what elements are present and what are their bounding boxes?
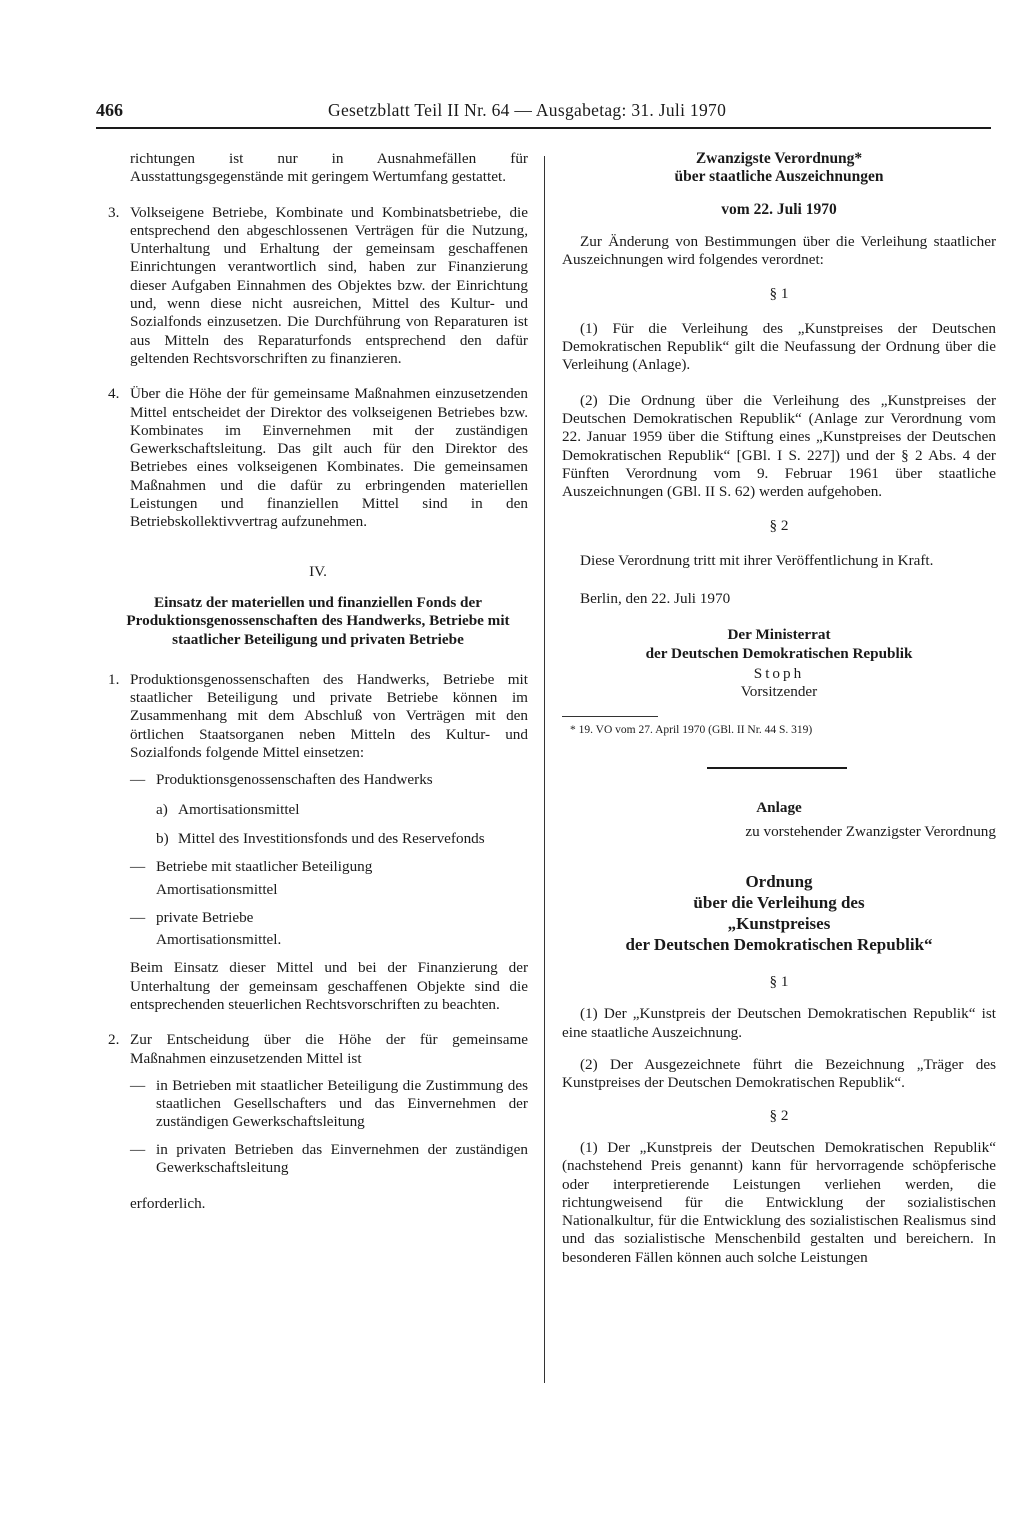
- signatory-title: Vorsitzender: [740, 683, 818, 701]
- footnote: * 19. VO vom 27. April 1970 (GBl. II Nr. 44 S. 319): [570, 723, 813, 736]
- paragraph: (1) Der „Kunstpreis der Deutschen Demokratischen Republik“ ist eine staatliche Auszeichnung.: [562, 1005, 996, 1041]
- paragraph: (2) Der Ausgezeichnete führt die Bezeichnung „Träger des Kunstpreises der Deutschen Demokratischen Republik“.: [562, 1056, 996, 1092]
- dash-text: in Betrieben mit staatlicher Beteiligung die Zustimmung des staatlichen Gesellschafters und das Einvernehmen der zuständigen Gewerkschaftsleitung: [156, 1076, 528, 1131]
- point-1: [108, 671, 528, 1014]
- dash-text: Amortisationsmittel.: [156, 931, 282, 949]
- item-text: Zur Entscheidung über die Höhe der für gemeinsame Maßnahmen einzusetzenden Mittel ist: [130, 1031, 528, 1067]
- sub-item-letter: a): [156, 800, 168, 818]
- dash-item: [130, 909, 528, 950]
- signatory-body: Der Ministerrat: [727, 626, 831, 644]
- section-sign: § 2: [769, 1106, 789, 1124]
- regulation-title-line: der Deutschen Demokratischen Republik“: [625, 935, 933, 955]
- left-column: [108, 150, 528, 1214]
- regulation-title-line: Ordnung: [745, 872, 813, 892]
- item-text: Über die Höhe der für gemeinsame Maßnahmen einzusetzenden Mittel entscheidet der Direktor des volkseigenen Betriebes bzw. Kombinates im Einvernehmen mit der zuständigen Gewerkschaftsleitung. Das gilt auch für den Direktor des Betriebes eines volkseigenen Kombinates. Die gemeinsamen Maßnahmen und die dafür zu erbringenden materiellen Leistungen und finanziellen Mittel sind in den Betriebskollektivvertrag aufzunehmen.: [130, 385, 528, 531]
- dash-item: [130, 858, 528, 899]
- section-roman-numeral: IV.: [309, 562, 327, 580]
- closing-word: erforderlich.: [130, 1195, 206, 1213]
- footnote-rule: [562, 716, 658, 717]
- item-number: 1.: [108, 670, 120, 688]
- dash-marker: —: [130, 771, 146, 789]
- place-date: Berlin, den 22. Juli 1970: [580, 590, 731, 608]
- page-number: 466: [96, 100, 123, 120]
- sub-item-text: Amortisationsmittel: [178, 800, 300, 818]
- paragraph: Diese Verordnung tritt mit ihrer Veröffentlichung in Kraft.: [580, 551, 934, 569]
- header-rule: [96, 127, 991, 129]
- paragraph: (1) Der „Kunstpreis der Deutschen Demokratischen Republik“ (nachstehend Preis genannt) kann für hervorragende schöpferische oder interpretierende Leistungen verliehen werden, die richtungweisend für die Entwicklung der sozialistischen Nationalkultur, für die Entwicklung des sozialistischen Realismus sind und das sozialistische Menschenbild gestalten und bereichern. In besonderen Fällen können auch solche Leistungen: [562, 1138, 996, 1266]
- sub-item-b: [156, 830, 528, 848]
- dash-text: private Betriebe: [156, 908, 254, 926]
- dash-marker: —: [130, 908, 146, 926]
- dash-marker: —: [130, 1140, 146, 1158]
- decree-title: über staatliche Auszeichnungen: [674, 168, 884, 186]
- item-text: Volkseigene Betriebe, Kombinate und Kombinatsbetriebe, die entsprechend den abgeschlossenen Verträgen für die Nutzung, Unterhaltung und Erhaltung der gemeinsam geschaffenen Einrichtungen verantwortlich sind, haben zur Finanzierung dieser Aufgaben Einnahmen des Objektes bzw. der Einrichtung und, wenn diese nicht ausreichen, Mittel des Kultur- und Sozialfonds einzusetzen. Die Durchführung von Reparaturen ist aus Mitteln des Reparaturfonds entsprechend den dafür geltenden Rechtsvorschriften zu finanzieren.: [130, 203, 528, 367]
- dash-item: [130, 1077, 528, 1132]
- section-heading: Einsatz der materiellen und finanziellen Fonds der Produktionsgenossenschaften des Handwerks, Betriebe mit staatlicher Beteiligung und privaten Betriebe: [126, 593, 510, 648]
- right-column: [562, 150, 996, 1267]
- dash-item: [130, 771, 528, 789]
- point-2: [108, 1031, 528, 1213]
- sub-item-letter: b): [156, 829, 169, 847]
- dash-marker: —: [130, 1076, 146, 1094]
- section-sign: § 1: [769, 285, 789, 303]
- dash-marker: —: [130, 858, 146, 876]
- sub-item-text: Mittel des Investitionsfonds und des Reservefonds: [178, 829, 485, 847]
- item-3: [108, 204, 528, 369]
- page-header: [96, 100, 991, 126]
- item-number: 2.: [108, 1031, 120, 1049]
- section-separator: [707, 767, 847, 769]
- running-title: Gesetzblatt Teil II Nr. 64 — Ausgabetag: 31. Juli 1970: [328, 100, 727, 120]
- dash-text: in privaten Betrieben das Einvernehmen der zuständigen Gewerkschaftsleitung: [156, 1140, 528, 1177]
- signatory-name: Stoph: [753, 664, 805, 682]
- decree-title: Zwanzigste Verordnung*: [695, 150, 863, 167]
- continued-paragraph: richtungen ist nur in Ausnahmefällen für Ausstattungsgegenstände mit geringem Wertumfang gestattet.: [130, 150, 528, 186]
- dash-text: Produktionsgenossenschaften des Handwerks: [156, 771, 433, 789]
- item-text: Produktionsgenossenschaften des Handwerks, Betriebe mit staatlicher Beteiligung und private Betriebe können im Zusammenhang mit dem Abschluß von Verträgen mit den örtlichen Staatsorganen neben Mitteln des Kultur- und Sozialfonds folgende Mittel einsetzen:: [130, 670, 528, 762]
- decree-intro: Zur Änderung von Bestimmungen über die Verleihung staatlicher Auszeichnungen wird folgendes verordnet:: [562, 232, 996, 269]
- section-sign: § 1: [769, 973, 789, 991]
- paragraph: (2) Die Ordnung über die Verleihung des „Kunstpreises der Deutschen Demokratischen Republik“ (Anlage zur Verordnung vom 22. Januar 1959 über die Stiftung eines „Kunstpreises der Deutschen Demokratischen Republik“ [GBl. I S. 227]) und der § 2 Abs. 4 der Fünften Verordnung vom 9. Februar 1961 über staatliche Auszeichnungen (GBl. II S. 62) werden aufgehoben.: [562, 391, 996, 501]
- regulation-title-line: über die Verleihung des: [693, 893, 865, 913]
- sub-item-a: [156, 801, 528, 819]
- column-divider: [544, 156, 545, 1383]
- dash-item: [130, 1141, 528, 1178]
- item-4: [108, 385, 528, 531]
- paragraph: Beim Einsatz dieser Mittel und bei der Finanzierung der Unterhaltung der gemeinsam geschaffenen Objekte sind die entsprechenden steuerlichen Rechtsvorschriften zu beachten.: [130, 959, 528, 1013]
- dash-text: Betriebe mit staatlicher Beteiligung: [156, 858, 373, 876]
- decree-date: vom 22. Juli 1970: [721, 200, 837, 218]
- section-sign: § 2: [769, 517, 789, 535]
- paragraph: (1) Für die Verleihung des „Kunstpreises der Deutschen Demokratischen Republik“ gilt die Neufassung der Ordnung über die Verleihung (Anlage).: [562, 319, 996, 374]
- regulation-title: [562, 871, 996, 955]
- signatory-body: der Deutschen Demokratischen Republik: [645, 644, 913, 662]
- dash-text: Amortisationsmittel: [156, 880, 278, 898]
- regulation-title-line: „Kunstpreises: [727, 914, 831, 934]
- annex-subtitle: zu vorstehender Zwanzigster Verordnung: [745, 822, 996, 840]
- item-number: 4.: [108, 385, 120, 403]
- item-number: 3.: [108, 203, 120, 221]
- annex-label: Anlage: [756, 798, 802, 816]
